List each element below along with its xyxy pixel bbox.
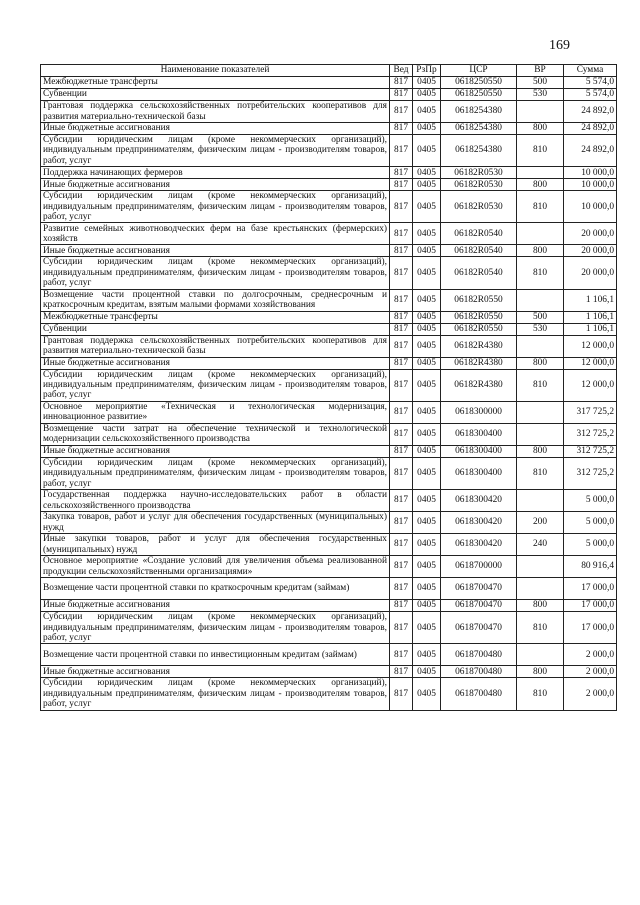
table-row bbox=[41, 77, 617, 89]
row-ved: 817 bbox=[390, 512, 413, 534]
row-vr: 800 bbox=[517, 445, 564, 457]
row-vr bbox=[517, 490, 564, 512]
table-row bbox=[41, 311, 617, 323]
table-row bbox=[41, 401, 617, 423]
table-row bbox=[41, 357, 617, 369]
row-ved: 817 bbox=[390, 357, 413, 369]
row-rzpr: 0405 bbox=[413, 311, 441, 323]
row-vr bbox=[517, 556, 564, 578]
row-ved: 817 bbox=[390, 678, 413, 710]
row-ved: 817 bbox=[390, 311, 413, 323]
row-vr: 530 bbox=[517, 89, 564, 101]
row-rzpr: 0405 bbox=[413, 123, 441, 135]
row-ved: 817 bbox=[390, 89, 413, 101]
row-sum: 312 725,2 bbox=[564, 445, 617, 457]
header-csr: ЦСР bbox=[441, 65, 517, 77]
row-name: Иные бюджетные ассигнования bbox=[41, 179, 390, 191]
row-name: Субсидии юридическим лицам (кроме некоммерческих организаций), индивидуальным предпринимателям, физическим лицам - производителям товаров, работ, услуг bbox=[41, 457, 390, 489]
row-csr: 06182R0550 bbox=[441, 323, 517, 335]
row-name: Возмещение части затрат на обеспечение технической и технологической модернизации сельскохозяйственного производства bbox=[41, 423, 390, 445]
table-row bbox=[41, 289, 617, 311]
header-name: Наименование показателей bbox=[41, 65, 390, 77]
row-vr: 800 bbox=[517, 600, 564, 612]
row-csr: 06182R0530 bbox=[441, 191, 517, 223]
row-name: Иные бюджетные ассигнования bbox=[41, 666, 390, 678]
table-row bbox=[41, 191, 617, 223]
row-rzpr: 0405 bbox=[413, 77, 441, 89]
row-name: Закупка товаров, работ и услуг для обеспечения государственных (муниципальных) нужд bbox=[41, 512, 390, 534]
row-ved: 817 bbox=[390, 335, 413, 357]
table-row bbox=[41, 257, 617, 289]
row-rzpr: 0405 bbox=[413, 556, 441, 578]
row-vr bbox=[517, 289, 564, 311]
row-csr: 0618250550 bbox=[441, 77, 517, 89]
row-rzpr: 0405 bbox=[413, 357, 441, 369]
row-vr: 800 bbox=[517, 123, 564, 135]
row-sum: 5 574,0 bbox=[564, 77, 617, 89]
row-sum: 17 000,0 bbox=[564, 578, 617, 600]
row-rzpr: 0405 bbox=[413, 89, 441, 101]
row-sum: 5 000,0 bbox=[564, 490, 617, 512]
row-sum: 80 916,4 bbox=[564, 556, 617, 578]
row-csr: 0618700470 bbox=[441, 600, 517, 612]
row-vr: 500 bbox=[517, 311, 564, 323]
table-row bbox=[41, 556, 617, 578]
row-csr: 06182R4380 bbox=[441, 369, 517, 401]
row-rzpr: 0405 bbox=[413, 289, 441, 311]
row-sum: 17 000,0 bbox=[564, 612, 617, 644]
table-row bbox=[41, 167, 617, 179]
row-csr: 0618254380 bbox=[441, 101, 517, 123]
row-name: Субсидии юридическим лицам (кроме некоммерческих организаций), индивидуальным предпринимателям, физическим лицам - производителям товаров, работ, услуг bbox=[41, 191, 390, 223]
row-rzpr: 0405 bbox=[413, 167, 441, 179]
row-vr bbox=[517, 101, 564, 123]
row-name: Субсидии юридическим лицам (кроме некоммерческих организаций), индивидуальным предпринимателям, физическим лицам - производителям товаров, работ, услуг bbox=[41, 678, 390, 710]
row-vr bbox=[517, 223, 564, 245]
row-csr: 0618700470 bbox=[441, 612, 517, 644]
header-sum: Сумма bbox=[564, 65, 617, 77]
row-ved: 817 bbox=[390, 123, 413, 135]
row-vr: 200 bbox=[517, 512, 564, 534]
row-vr: 810 bbox=[517, 678, 564, 710]
row-ved: 817 bbox=[390, 323, 413, 335]
row-rzpr: 0405 bbox=[413, 257, 441, 289]
row-csr: 0618300420 bbox=[441, 534, 517, 556]
row-name: Межбюджетные трансферты bbox=[41, 77, 390, 89]
row-sum: 12 000,0 bbox=[564, 335, 617, 357]
table-row bbox=[41, 135, 617, 167]
header-vr: ВР bbox=[517, 65, 564, 77]
row-csr: 0618254380 bbox=[441, 135, 517, 167]
row-sum: 5 000,0 bbox=[564, 534, 617, 556]
row-sum: 10 000,0 bbox=[564, 167, 617, 179]
row-vr: 500 bbox=[517, 77, 564, 89]
row-ved: 817 bbox=[390, 77, 413, 89]
row-rzpr: 0405 bbox=[413, 578, 441, 600]
row-rzpr: 0405 bbox=[413, 335, 441, 357]
row-rzpr: 0405 bbox=[413, 245, 441, 257]
row-rzpr: 0405 bbox=[413, 534, 441, 556]
row-sum: 5 574,0 bbox=[564, 89, 617, 101]
row-ved: 817 bbox=[390, 457, 413, 489]
row-sum: 17 000,0 bbox=[564, 600, 617, 612]
row-ved: 817 bbox=[390, 223, 413, 245]
table-row bbox=[41, 512, 617, 534]
row-rzpr: 0405 bbox=[413, 644, 441, 666]
table-row bbox=[41, 245, 617, 257]
row-sum: 20 000,0 bbox=[564, 257, 617, 289]
row-csr: 0618700000 bbox=[441, 556, 517, 578]
row-rzpr: 0405 bbox=[413, 401, 441, 423]
row-rzpr: 0405 bbox=[413, 423, 441, 445]
row-sum: 2 000,0 bbox=[564, 678, 617, 710]
row-ved: 817 bbox=[390, 445, 413, 457]
row-name: Основное мероприятие «Техническая и технологическая модернизация, инновационное развитие» bbox=[41, 401, 390, 423]
row-name: Субвенции bbox=[41, 89, 390, 101]
table-row bbox=[41, 323, 617, 335]
table-row bbox=[41, 644, 617, 666]
row-name: Иные бюджетные ассигнования bbox=[41, 600, 390, 612]
row-name: Субсидии юридическим лицам (кроме некоммерческих организаций), индивидуальным предпринимателям, физическим лицам - производителям товаров, работ, услуг bbox=[41, 612, 390, 644]
table-row bbox=[41, 534, 617, 556]
row-sum: 1 106,1 bbox=[564, 289, 617, 311]
row-csr: 06182R0540 bbox=[441, 257, 517, 289]
row-name: Основное мероприятие «Создание условий для увеличения объема реализованной продукции сельскохозяйственными организациями» bbox=[41, 556, 390, 578]
row-vr bbox=[517, 167, 564, 179]
row-rzpr: 0405 bbox=[413, 191, 441, 223]
row-csr: 0618300420 bbox=[441, 490, 517, 512]
row-vr: 810 bbox=[517, 457, 564, 489]
row-sum: 24 892,0 bbox=[564, 135, 617, 167]
table-row bbox=[41, 666, 617, 678]
row-rzpr: 0405 bbox=[413, 101, 441, 123]
table-row bbox=[41, 101, 617, 123]
row-name: Поддержка начинающих фермеров bbox=[41, 167, 390, 179]
row-ved: 817 bbox=[390, 666, 413, 678]
row-rzpr: 0405 bbox=[413, 445, 441, 457]
row-csr: 0618254380 bbox=[441, 123, 517, 135]
row-csr: 0618300400 bbox=[441, 457, 517, 489]
table-row bbox=[41, 678, 617, 710]
row-name: Межбюджетные трансферты bbox=[41, 311, 390, 323]
row-vr: 810 bbox=[517, 135, 564, 167]
row-sum: 1 106,1 bbox=[564, 311, 617, 323]
row-rzpr: 0405 bbox=[413, 457, 441, 489]
table-row bbox=[41, 179, 617, 191]
header-rzpr: РзПр bbox=[413, 65, 441, 77]
row-rzpr: 0405 bbox=[413, 490, 441, 512]
table-row bbox=[41, 369, 617, 401]
row-name: Иные бюджетные ассигнования bbox=[41, 357, 390, 369]
row-name: Развитие семейных животноводческих ферм на базе крестьянских (фермерских) хозяйств bbox=[41, 223, 390, 245]
row-rzpr: 0405 bbox=[413, 666, 441, 678]
row-ved: 817 bbox=[390, 191, 413, 223]
row-sum: 2 000,0 bbox=[564, 666, 617, 678]
row-ved: 817 bbox=[390, 135, 413, 167]
row-vr bbox=[517, 423, 564, 445]
row-name: Иные бюджетные ассигнования bbox=[41, 123, 390, 135]
table-row bbox=[41, 457, 617, 489]
row-vr bbox=[517, 578, 564, 600]
row-ved: 817 bbox=[390, 423, 413, 445]
row-csr: 06182R0550 bbox=[441, 311, 517, 323]
row-name: Государственная поддержка научно-исследовательских работ в области сельскохозяйственного производства bbox=[41, 490, 390, 512]
row-csr: 0618250550 bbox=[441, 89, 517, 101]
row-csr: 06182R0540 bbox=[441, 245, 517, 257]
table-body bbox=[41, 77, 617, 711]
row-csr: 0618300400 bbox=[441, 445, 517, 457]
table-row bbox=[41, 600, 617, 612]
row-sum: 2 000,0 bbox=[564, 644, 617, 666]
table-row bbox=[41, 612, 617, 644]
row-ved: 817 bbox=[390, 578, 413, 600]
row-ved: 817 bbox=[390, 612, 413, 644]
row-rzpr: 0405 bbox=[413, 600, 441, 612]
row-csr: 0618300000 bbox=[441, 401, 517, 423]
row-ved: 817 bbox=[390, 534, 413, 556]
row-csr: 06182R0530 bbox=[441, 179, 517, 191]
row-csr: 0618700480 bbox=[441, 666, 517, 678]
row-csr: 06182R4380 bbox=[441, 335, 517, 357]
row-name: Грантовая поддержка сельскохозяйственных потребительских кооперативов для развития материально-технической базы bbox=[41, 101, 390, 123]
row-sum: 312 725,2 bbox=[564, 423, 617, 445]
table-row bbox=[41, 335, 617, 357]
page-number: 169 bbox=[549, 38, 570, 53]
row-vr: 810 bbox=[517, 369, 564, 401]
row-ved: 817 bbox=[390, 490, 413, 512]
row-sum: 317 725,2 bbox=[564, 401, 617, 423]
row-rzpr: 0405 bbox=[413, 223, 441, 245]
row-rzpr: 0405 bbox=[413, 179, 441, 191]
row-rzpr: 0405 bbox=[413, 135, 441, 167]
row-name: Субвенции bbox=[41, 323, 390, 335]
row-name: Субсидии юридическим лицам (кроме некоммерческих организаций), индивидуальным предпринимателям, физическим лицам - производителям товаров, работ, услуг bbox=[41, 257, 390, 289]
row-sum: 12 000,0 bbox=[564, 357, 617, 369]
row-ved: 817 bbox=[390, 369, 413, 401]
row-ved: 817 bbox=[390, 179, 413, 191]
row-rzpr: 0405 bbox=[413, 512, 441, 534]
row-ved: 817 bbox=[390, 556, 413, 578]
row-vr bbox=[517, 401, 564, 423]
row-ved: 817 bbox=[390, 101, 413, 123]
row-sum: 10 000,0 bbox=[564, 179, 617, 191]
row-sum: 20 000,0 bbox=[564, 245, 617, 257]
row-vr: 810 bbox=[517, 612, 564, 644]
row-vr: 800 bbox=[517, 245, 564, 257]
row-csr: 06182R0540 bbox=[441, 223, 517, 245]
row-rzpr: 0405 bbox=[413, 612, 441, 644]
row-name: Возмещение части процентной ставки по краткосрочным кредитам (займам) bbox=[41, 578, 390, 600]
row-ved: 817 bbox=[390, 245, 413, 257]
budget-table bbox=[40, 64, 617, 711]
row-rzpr: 0405 bbox=[413, 323, 441, 335]
row-csr: 0618300400 bbox=[441, 423, 517, 445]
row-sum: 20 000,0 bbox=[564, 223, 617, 245]
row-vr: 800 bbox=[517, 179, 564, 191]
row-ved: 817 bbox=[390, 401, 413, 423]
row-sum: 24 892,0 bbox=[564, 123, 617, 135]
row-ved: 817 bbox=[390, 600, 413, 612]
row-sum: 5 000,0 bbox=[564, 512, 617, 534]
row-csr: 06182R0530 bbox=[441, 167, 517, 179]
row-csr: 0618700480 bbox=[441, 644, 517, 666]
row-ved: 817 bbox=[390, 257, 413, 289]
row-vr: 810 bbox=[517, 257, 564, 289]
row-rzpr: 0405 bbox=[413, 678, 441, 710]
row-csr: 06182R4380 bbox=[441, 357, 517, 369]
row-name: Возмещение части процентной ставки по инвестиционным кредитам (займам) bbox=[41, 644, 390, 666]
row-vr: 800 bbox=[517, 357, 564, 369]
row-vr: 800 bbox=[517, 666, 564, 678]
table-row bbox=[41, 223, 617, 245]
row-sum: 12 000,0 bbox=[564, 369, 617, 401]
table-row bbox=[41, 445, 617, 457]
table-row bbox=[41, 123, 617, 135]
row-csr: 0618700470 bbox=[441, 578, 517, 600]
row-csr: 06182R0550 bbox=[441, 289, 517, 311]
row-sum: 10 000,0 bbox=[564, 191, 617, 223]
row-rzpr: 0405 bbox=[413, 369, 441, 401]
row-vr bbox=[517, 335, 564, 357]
row-csr: 0618300420 bbox=[441, 512, 517, 534]
row-name: Иные бюджетные ассигнования bbox=[41, 245, 390, 257]
row-name: Субсидии юридическим лицам (кроме некоммерческих организаций), индивидуальным предпринимателям, физическим лицам - производителям товаров, работ, услуг bbox=[41, 135, 390, 167]
row-sum: 24 892,0 bbox=[564, 101, 617, 123]
row-name: Иные бюджетные ассигнования bbox=[41, 445, 390, 457]
row-ved: 817 bbox=[390, 289, 413, 311]
row-sum: 312 725,2 bbox=[564, 457, 617, 489]
table-row bbox=[41, 423, 617, 445]
table-row bbox=[41, 578, 617, 600]
row-sum: 1 106,1 bbox=[564, 323, 617, 335]
row-vr: 810 bbox=[517, 191, 564, 223]
row-vr bbox=[517, 644, 564, 666]
row-vr: 530 bbox=[517, 323, 564, 335]
table-row bbox=[41, 89, 617, 101]
row-name: Иные закупки товаров, работ и услуг для обеспечения государственных (муниципальных) нужд bbox=[41, 534, 390, 556]
row-csr: 0618700480 bbox=[441, 678, 517, 710]
row-vr: 240 bbox=[517, 534, 564, 556]
table-row bbox=[41, 490, 617, 512]
row-name: Грантовая поддержка сельскохозяйственных потребительских кооперативов для развития материально-технической базы bbox=[41, 335, 390, 357]
row-name: Возмещение части процентной ставки по долгосрочным, среднесрочным и краткосрочным кредитам, взятым малыми формами хозяйствования bbox=[41, 289, 390, 311]
header-ved: Вед bbox=[390, 65, 413, 77]
row-ved: 817 bbox=[390, 644, 413, 666]
row-ved: 817 bbox=[390, 167, 413, 179]
row-name: Субсидии юридическим лицам (кроме некоммерческих организаций), индивидуальным предпринимателям, физическим лицам - производителям товаров, работ, услуг bbox=[41, 369, 390, 401]
table-header-row bbox=[41, 65, 617, 77]
